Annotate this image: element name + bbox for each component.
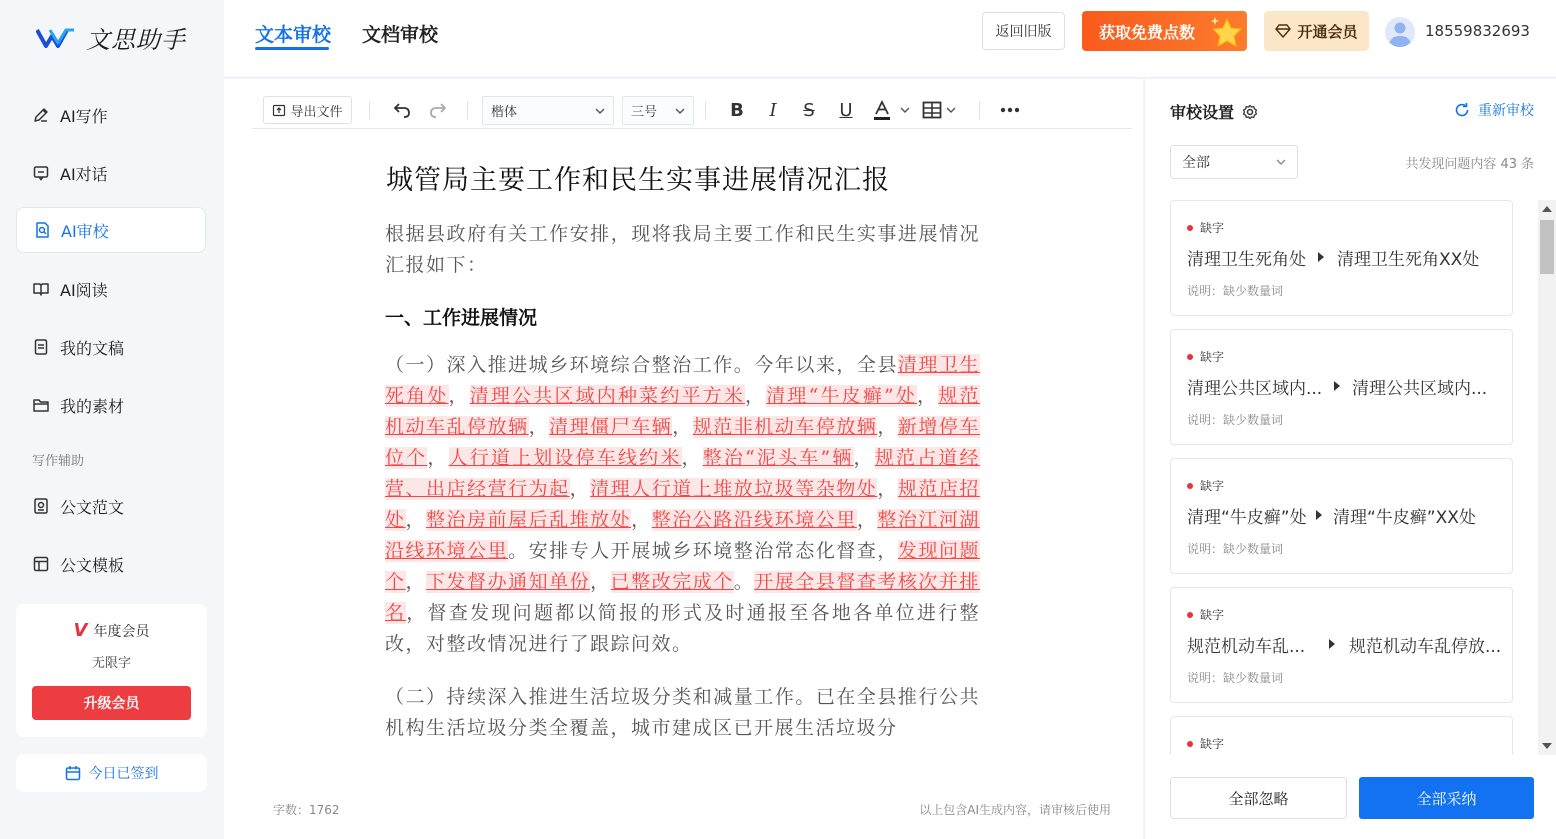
review-panel — [1144, 79, 1556, 839]
flagged-text[interactable]: 整治“泥头车”辆 — [702, 447, 854, 470]
vip-subtitle: 无限字 — [91, 656, 131, 671]
flagged-text[interactable]: 整治江河湖沿线环境公里 — [385, 509, 980, 563]
scroll-down-icon[interactable] — [1542, 743, 1552, 749]
caret-right-icon — [1318, 252, 1324, 262]
sidebar-item-ai-reading[interactable] — [16, 266, 206, 312]
font-size-value: 三号 — [631, 105, 658, 120]
issue-suggestion: 清理卫生死角XX处 — [1337, 250, 1480, 270]
issue-filter-value: 全部 — [1182, 155, 1210, 171]
sidebar-item-label: AI审校 — [61, 221, 109, 241]
section-label: 写作辅助 — [32, 454, 85, 469]
sidebar-item-ai-chat[interactable] — [16, 150, 206, 196]
issue-original: 清理“牛皮癣”处 — [1187, 508, 1307, 528]
issue-original: 规范机动车乱... — [1187, 637, 1306, 657]
issue-count-suffix: 条 — [1520, 157, 1534, 172]
paragraph-text: （一）深入推进城乡环境综合整治工作。今年以来，全县 — [385, 354, 898, 377]
flagged-text[interactable]: 清理僵尸车辆 — [549, 416, 673, 439]
font-size-select[interactable] — [622, 96, 694, 125]
issue-original: 清理公共区域内... — [1187, 379, 1323, 399]
sidebar-item-my-materials[interactable] — [16, 382, 206, 428]
issue-type — [1187, 606, 1224, 623]
template-icon — [32, 555, 50, 573]
sidebar-item-my-drafts[interactable] — [16, 324, 206, 370]
accept-all-button[interactable]: 全部采纳 — [1359, 777, 1534, 819]
toolbar-divider — [467, 101, 468, 119]
error-dot-icon — [1187, 483, 1193, 489]
sidebar-item-sample-docs[interactable] — [16, 483, 206, 529]
paragraph-text: ， — [448, 385, 470, 408]
sidebar-item-label: 我的素材 — [60, 396, 125, 416]
flagged-text[interactable]: 人行道上划设停车线约米 — [448, 447, 682, 470]
tab-text-review[interactable]: 文本审校 — [255, 24, 332, 46]
logo-icon — [36, 26, 76, 50]
vip-card — [16, 604, 207, 737]
paragraph-text: ， — [405, 509, 427, 532]
diamond-icon — [1275, 24, 1291, 38]
editor-toolbar — [252, 93, 1132, 129]
issue-type — [1187, 735, 1224, 752]
issue-list — [1170, 200, 1513, 755]
vip-title — [16, 620, 207, 641]
issue-card[interactable] — [1170, 716, 1513, 755]
redo-icon[interactable] — [427, 99, 449, 121]
sidebar-item-label: 公文模板 — [60, 555, 125, 575]
pen-icon — [32, 106, 50, 124]
export-icon — [272, 103, 286, 117]
issue-card[interactable] — [1170, 329, 1513, 445]
error-dot-icon — [1187, 354, 1193, 360]
issue-description: 说明：缺少数量词 — [1187, 542, 1284, 556]
issue-suggestion: 清理公共区域内... — [1352, 379, 1488, 399]
issue-description: 说明：缺少数量词 — [1187, 284, 1284, 298]
issue-card[interactable] — [1170, 200, 1513, 316]
upgrade-button[interactable]: 升级会员 — [32, 686, 191, 720]
recheck-button[interactable] — [1454, 100, 1534, 120]
flagged-text[interactable]: 新增停车位个 — [385, 416, 980, 470]
file-icon — [32, 338, 50, 356]
issue-count-number: 43 — [1500, 157, 1517, 172]
paragraph-text: ， — [528, 416, 550, 439]
font-family-select[interactable] — [482, 96, 614, 125]
sidebar-item-label: AI写作 — [60, 106, 108, 126]
paragraph-text: ， — [877, 416, 898, 439]
font-family-value: 楷体 — [491, 105, 518, 120]
flagged-text[interactable]: 规范机动车乱停放辆 — [385, 385, 980, 439]
paragraph-text: ， — [745, 385, 767, 408]
caret-right-icon — [1329, 639, 1335, 649]
sample-doc-icon — [32, 497, 50, 515]
issue-count-prefix: 共发现问题内容 — [1405, 157, 1497, 172]
caret-right-icon — [1334, 381, 1340, 391]
italic-icon[interactable]: I — [769, 99, 777, 121]
document-intro: 根据县政府有关工作安排，现将我局主要工作和民生实事进展情况汇报如下： — [385, 223, 980, 277]
issue-type-label: 缺字 — [1200, 350, 1225, 364]
issue-card[interactable] — [1170, 587, 1513, 703]
chevron-down-icon — [594, 105, 606, 117]
strikethrough-icon[interactable]: S — [803, 99, 815, 121]
document-heading: 一、工作进展情况 — [385, 307, 538, 330]
issue-type-label: 缺字 — [1200, 608, 1225, 622]
sidebar-item-ai-writing[interactable] — [16, 92, 206, 138]
free-points-label: 获取免费点数 — [1099, 22, 1196, 42]
issue-list-scrollbar[interactable] — [1538, 200, 1556, 755]
open-vip-button[interactable] — [1264, 11, 1369, 51]
flagged-text[interactable]: 规范占道经营、出店经营行为起 — [385, 447, 980, 501]
ai-content-note: 以上包含AI生成内容，请审核后使用 — [919, 803, 1111, 817]
error-dot-icon — [1187, 741, 1193, 747]
sidebar-item-templates[interactable] — [16, 541, 206, 587]
toolbar-divider — [979, 101, 980, 119]
issue-description: 说明：缺少数量词 — [1187, 413, 1284, 427]
paragraph-text: ，督查发现问题都以简报的形式及时通报至各地各单位进行整改，对整改情况进行了跟踪问效。 — [385, 602, 980, 656]
document-body[interactable] — [385, 165, 980, 744]
sidebar-item-label: AI对话 — [60, 164, 108, 184]
signin-button[interactable] — [16, 754, 207, 792]
issue-original: 清理卫生死角处 — [1187, 250, 1306, 270]
paragraph-text: ， — [427, 447, 449, 470]
paragraph-text: 。安排专人开展城乡环境整治常态化督查， — [508, 540, 898, 563]
issue-suggestion: 清理“牛皮癣”XX处 — [1333, 508, 1476, 528]
flagged-text[interactable]: 发现问题个 — [385, 540, 980, 594]
flagged-text[interactable]: 规范店招处 — [385, 478, 980, 532]
issue-description: 说明：缺少数量词 — [1187, 671, 1284, 685]
flagged-text[interactable]: 整治房前屋后乱堆放处 — [426, 509, 632, 532]
error-dot-icon — [1187, 225, 1193, 231]
vip-title-text: 年度会员 — [93, 623, 150, 640]
review-settings-title: 审校设置 — [1170, 103, 1235, 122]
table-icon[interactable] — [921, 99, 943, 121]
tab-document-review[interactable]: 文档审校 — [362, 24, 439, 46]
font-color-icon[interactable] — [871, 99, 893, 121]
bold-icon[interactable]: B — [730, 99, 744, 121]
chevron-down-icon[interactable] — [898, 99, 912, 121]
paragraph-text: ， — [681, 447, 703, 470]
toolbar-divider — [369, 101, 370, 119]
issue-filter-select[interactable] — [1170, 145, 1298, 179]
chevron-down-icon[interactable] — [944, 99, 958, 121]
editor-viewport — [224, 79, 1143, 776]
sidebar-item-label: 我的文稿 — [60, 338, 125, 358]
paragraph-text: ， — [856, 509, 878, 532]
sidebar-item-label: AI阅读 — [60, 280, 108, 300]
open-vip-label: 开通会员 — [1297, 22, 1358, 41]
issue-type-label: 缺字 — [1200, 221, 1225, 235]
flagged-text[interactable]: 下发督办通知单份 — [426, 571, 591, 594]
recheck-label: 重新审校 — [1478, 103, 1534, 119]
export-file-button[interactable] — [263, 96, 352, 124]
flagged-text[interactable]: 清理“牛皮癣”处 — [766, 385, 918, 408]
flagged-text[interactable]: 规范非机动车停放辆 — [692, 416, 878, 439]
flagged-text[interactable]: 已整改完成个 — [610, 571, 734, 594]
calendar-icon — [65, 765, 81, 781]
flagged-text[interactable]: 清理人行道上堆放垃圾等杂物处 — [590, 478, 878, 501]
paragraph-text: ， — [405, 571, 427, 594]
document-title: 城管局主要工作和民生实事进展情况汇报 — [386, 165, 890, 196]
flagged-text[interactable]: 整治公路沿线环境公里 — [651, 509, 857, 532]
paragraph-text: ， — [672, 416, 693, 439]
more-icon[interactable] — [999, 99, 1021, 121]
chat-icon — [32, 164, 50, 182]
signin-label: 今日已签到 — [88, 766, 159, 782]
editor-panel — [224, 79, 1143, 839]
flagged-text[interactable]: 清理公共区域内种菜约平方米 — [469, 385, 746, 408]
undo-icon[interactable] — [391, 99, 413, 121]
issue-type — [1187, 348, 1224, 365]
error-dot-icon — [1187, 612, 1193, 618]
star-icon — [1207, 13, 1245, 51]
issue-type-label: 缺字 — [1200, 737, 1225, 751]
underline-icon[interactable]: U — [839, 99, 853, 121]
chevron-down-icon — [1275, 156, 1287, 168]
caret-right-icon — [1316, 510, 1322, 520]
avatar[interactable] — [1385, 17, 1415, 47]
issue-type — [1187, 219, 1224, 236]
sidebar-item-label: 公文范文 — [60, 497, 125, 517]
toolbar-divider — [705, 101, 706, 119]
gear-icon[interactable] — [1242, 104, 1258, 120]
issue-card[interactable] — [1170, 458, 1513, 574]
document-paragraph-2: （二）持续深入推进生活垃圾分类和减量工作。已在全县推行公共机构生活垃圾分类全覆盖，城市建成区已开展生活垃圾分 — [385, 686, 980, 740]
paragraph-text: ， — [853, 447, 875, 470]
sidebar — [0, 0, 224, 839]
paragraph-text: ， — [877, 478, 898, 501]
export-file-label: 导出文件 — [290, 104, 343, 120]
active-tab-indicator — [255, 47, 329, 50]
flagged-text[interactable]: 开展全县督查考核次并排名 — [385, 571, 980, 625]
paragraph-text: ， — [569, 478, 591, 501]
old-version-button[interactable]: 返回旧版 — [982, 12, 1065, 50]
top-header — [224, 0, 1556, 78]
flagged-text[interactable]: 清理卫生死角处 — [385, 354, 980, 408]
doc-search-icon — [33, 221, 51, 239]
scroll-up-icon[interactable] — [1542, 206, 1552, 212]
folder-icon — [32, 396, 50, 414]
free-points-button[interactable] — [1082, 11, 1247, 51]
user-phone[interactable]: 18559832693 — [1425, 22, 1530, 40]
sidebar-item-ai-review[interactable] — [16, 207, 206, 253]
issue-type-label: 缺字 — [1200, 479, 1225, 493]
issue-type — [1187, 477, 1224, 494]
review-settings — [1170, 100, 1258, 123]
app-name: 文思助手 — [86, 26, 186, 54]
book-icon — [32, 280, 50, 298]
issue-suggestion: 规范机动车乱停放... — [1349, 637, 1502, 657]
chevron-down-icon — [674, 105, 686, 117]
user-icon — [1385, 17, 1415, 47]
issue-count — [1405, 153, 1534, 172]
paragraph-text: ， — [917, 385, 939, 408]
paragraph-text: 。 — [733, 571, 755, 594]
paragraph-text: ， — [631, 509, 652, 532]
ignore-all-button[interactable]: 全部忽略 — [1170, 777, 1347, 819]
paragraph-text: ， — [590, 571, 611, 594]
refresh-icon — [1454, 102, 1470, 118]
vip-badge-icon: V — [73, 620, 88, 641]
word-count: 字数：1762 — [273, 803, 340, 817]
scrollbar-thumb[interactable] — [1540, 220, 1554, 274]
document-paragraph-1 — [385, 350, 980, 660]
app-logo[interactable] — [36, 20, 186, 55]
